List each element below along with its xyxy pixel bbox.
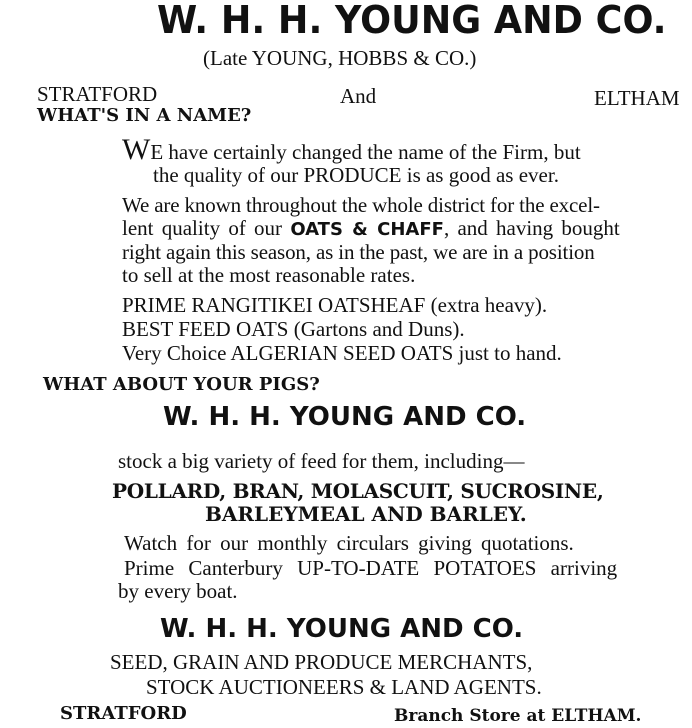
potato-note-line2: by every boat. xyxy=(118,579,238,603)
firm-name-middle: W. H. H. YOUNG AND CO. xyxy=(163,402,527,432)
section-heading-pigs: WHAT ABOUT YOUR PIGS? xyxy=(43,374,320,395)
page-title: W. H. H. YOUNG AND CO. xyxy=(157,0,667,42)
footer-location-left: STRATFORD xyxy=(60,703,187,724)
potato-note-line1: Prime Canterbury UP-TO-DATE POTATOES arriving xyxy=(124,556,618,580)
paragraph-quality-line4: to sell at the most reasonable rates. xyxy=(122,263,416,287)
footer-branch-store: Branch Store at ELTHAM. xyxy=(394,706,642,726)
location-left: STRATFORD xyxy=(37,82,158,106)
quality-text-a: lent quality of our xyxy=(122,216,283,240)
location-conjunction: And xyxy=(340,84,377,108)
paragraph-intro-line1 xyxy=(122,133,692,166)
product-item-oatsheaf: PRIME RANGITIKEI OATSHEAF (extra heavy). xyxy=(122,293,548,317)
firm-name-footer: W. H. H. YOUNG AND CO. xyxy=(160,614,524,644)
paragraph-quality-line2 xyxy=(122,217,620,241)
feed-list-line1: POLLARD, BRAN, MOLASCUIT, SUCROSINE, xyxy=(112,479,604,503)
paragraph-quality-line3: right again this season, as in the past, we are in a position xyxy=(122,240,595,264)
section-heading-name: WHAT'S IN A NAME? xyxy=(37,105,252,126)
merchants-line: SEED, GRAIN AND PRODUCE MERCHANTS, xyxy=(110,650,533,674)
feed-intro: stock a big variety of feed for them, including— xyxy=(118,449,525,473)
product-item-feed-oats: BEST FEED OATS (Gartons and Duns). xyxy=(122,317,465,341)
oats-chaff-bold: OATS & CHAFF xyxy=(290,219,444,240)
quality-text-b: , and having bought xyxy=(443,216,620,240)
auctioneers-line: STOCK AUCTIONEERS & LAND AGENTS. xyxy=(146,675,542,699)
circulars-note: Watch for our monthly circulars giving quotations. xyxy=(124,531,574,555)
paragraph-intro-text1: E have certainly changed the name of the Firm, but xyxy=(150,140,581,164)
paragraph-intro-line2: the quality of our PRODUCE is as good as ever. xyxy=(153,163,559,187)
location-right: ELTHAM xyxy=(594,86,680,110)
paragraph-quality-line1: We are known throughout the whole district for the excel- xyxy=(122,193,600,217)
feed-list-line2: BARLEYMEAL AND BARLEY. xyxy=(205,502,527,526)
product-item-seed-oats: Very Choice ALGERIAN SEED OATS just to hand. xyxy=(122,341,562,365)
drop-cap: W xyxy=(122,133,151,166)
former-name: (Late YOUNG, HOBBS & CO.) xyxy=(203,46,477,70)
